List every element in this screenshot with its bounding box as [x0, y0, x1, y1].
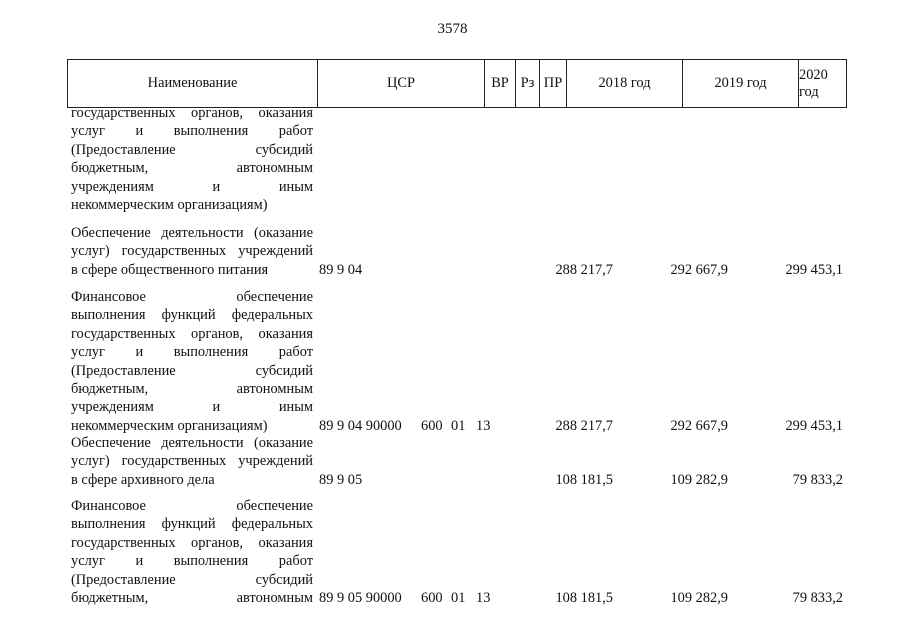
row-name-line: Обеспечение деятельности (оказание	[71, 225, 313, 241]
row-value-2020: 79 833,2	[792, 471, 843, 488]
row-value-2019: 109 282,9	[670, 590, 728, 606]
row-value-2020: 79 833,2	[792, 590, 843, 606]
row-name-line: Финансовое обеспечение	[71, 289, 313, 305]
header-pr: ПР	[540, 60, 567, 107]
row-value-2020: 299 453,1	[785, 261, 843, 278]
page-number: 3578	[437, 21, 468, 37]
row-name-line: бюджетным, автономным	[71, 160, 313, 177]
row-name-line: государственных органов, оказания	[71, 105, 313, 121]
row-csr: 89 9 05	[319, 471, 363, 488]
row-csr: 89 9 04	[319, 261, 363, 278]
row-name-line: услуг и выполнения работ	[71, 553, 313, 570]
row-rz: 01	[451, 590, 466, 606]
row-name-line: услуг) государственных учреждений	[71, 243, 313, 260]
header-2019: 2019 год	[683, 60, 799, 107]
table-header	[67, 59, 847, 108]
row-name-line: услуг) государственных учреждений	[71, 453, 313, 470]
row-name-line: Финансовое обеспечение	[71, 498, 313, 514]
row-value-2019: 292 667,9	[670, 261, 728, 278]
row-name-line: государственных органов, оказания	[71, 534, 313, 551]
row-value-2018: 288 217,7	[555, 417, 613, 434]
row-name-line: услуг и выполнения работ	[71, 123, 313, 140]
row-value-2018: 288 217,7	[555, 261, 613, 278]
row-value-2020: 299 453,1	[785, 417, 843, 434]
row-name-line: Обеспечение деятельности (оказание	[71, 435, 313, 451]
row-name	[71, 288, 313, 435]
row-name-line: учреждениям и иным	[71, 178, 313, 195]
row-vr: 600	[421, 417, 443, 434]
row-name-line: (Предоставление субсидий	[71, 141, 313, 158]
row-name-line: учреждениям и иным	[71, 399, 313, 416]
header-rz: Рз	[516, 60, 540, 107]
row-value-2018: 108 181,5	[555, 471, 613, 488]
row-name	[71, 224, 313, 279]
row-name-line: бюджетным, автономным	[71, 380, 313, 397]
row-csr: 89 9 05 90000	[319, 590, 402, 606]
row-name-line: в сфере общественного питания	[71, 261, 269, 278]
header-name: Наименование	[68, 60, 318, 107]
row-csr: 89 9 04 90000	[319, 417, 402, 434]
row-name-line: некоммерческим организациям)	[71, 196, 268, 213]
row-name	[71, 434, 313, 489]
row-name-line: (Предоставление субсидий	[71, 362, 313, 379]
header-csr: ЦСР	[318, 60, 485, 107]
row-name-line: бюджетным, автономным	[71, 589, 313, 606]
row-value-2019: 292 667,9	[670, 417, 728, 434]
header-vr: ВР	[485, 60, 516, 107]
row-name-line: в сфере архивного дела	[71, 471, 215, 488]
row-name-line: выполнения функций федеральных	[71, 307, 313, 324]
row-name-line: (Предоставление субсидий	[71, 571, 313, 588]
row-name	[71, 104, 313, 214]
header-2020: 2020 год	[799, 66, 828, 100]
row-rz: 01	[451, 417, 466, 434]
row-pr: 13	[476, 590, 491, 606]
row-vr: 600	[421, 590, 443, 606]
row-name-line: государственных органов, оказания	[71, 325, 313, 342]
row-pr: 13	[476, 417, 491, 434]
row-name-line: услуг и выполнения работ	[71, 344, 313, 361]
row-value-2019: 109 282,9	[670, 471, 728, 488]
row-value-2018: 108 181,5	[555, 590, 613, 606]
row-name-line: некоммерческим организациям)	[71, 417, 268, 434]
row-name-line: выполнения функций федеральных	[71, 516, 313, 533]
header-2018: 2018 год	[567, 60, 683, 107]
row-name	[71, 497, 313, 607]
